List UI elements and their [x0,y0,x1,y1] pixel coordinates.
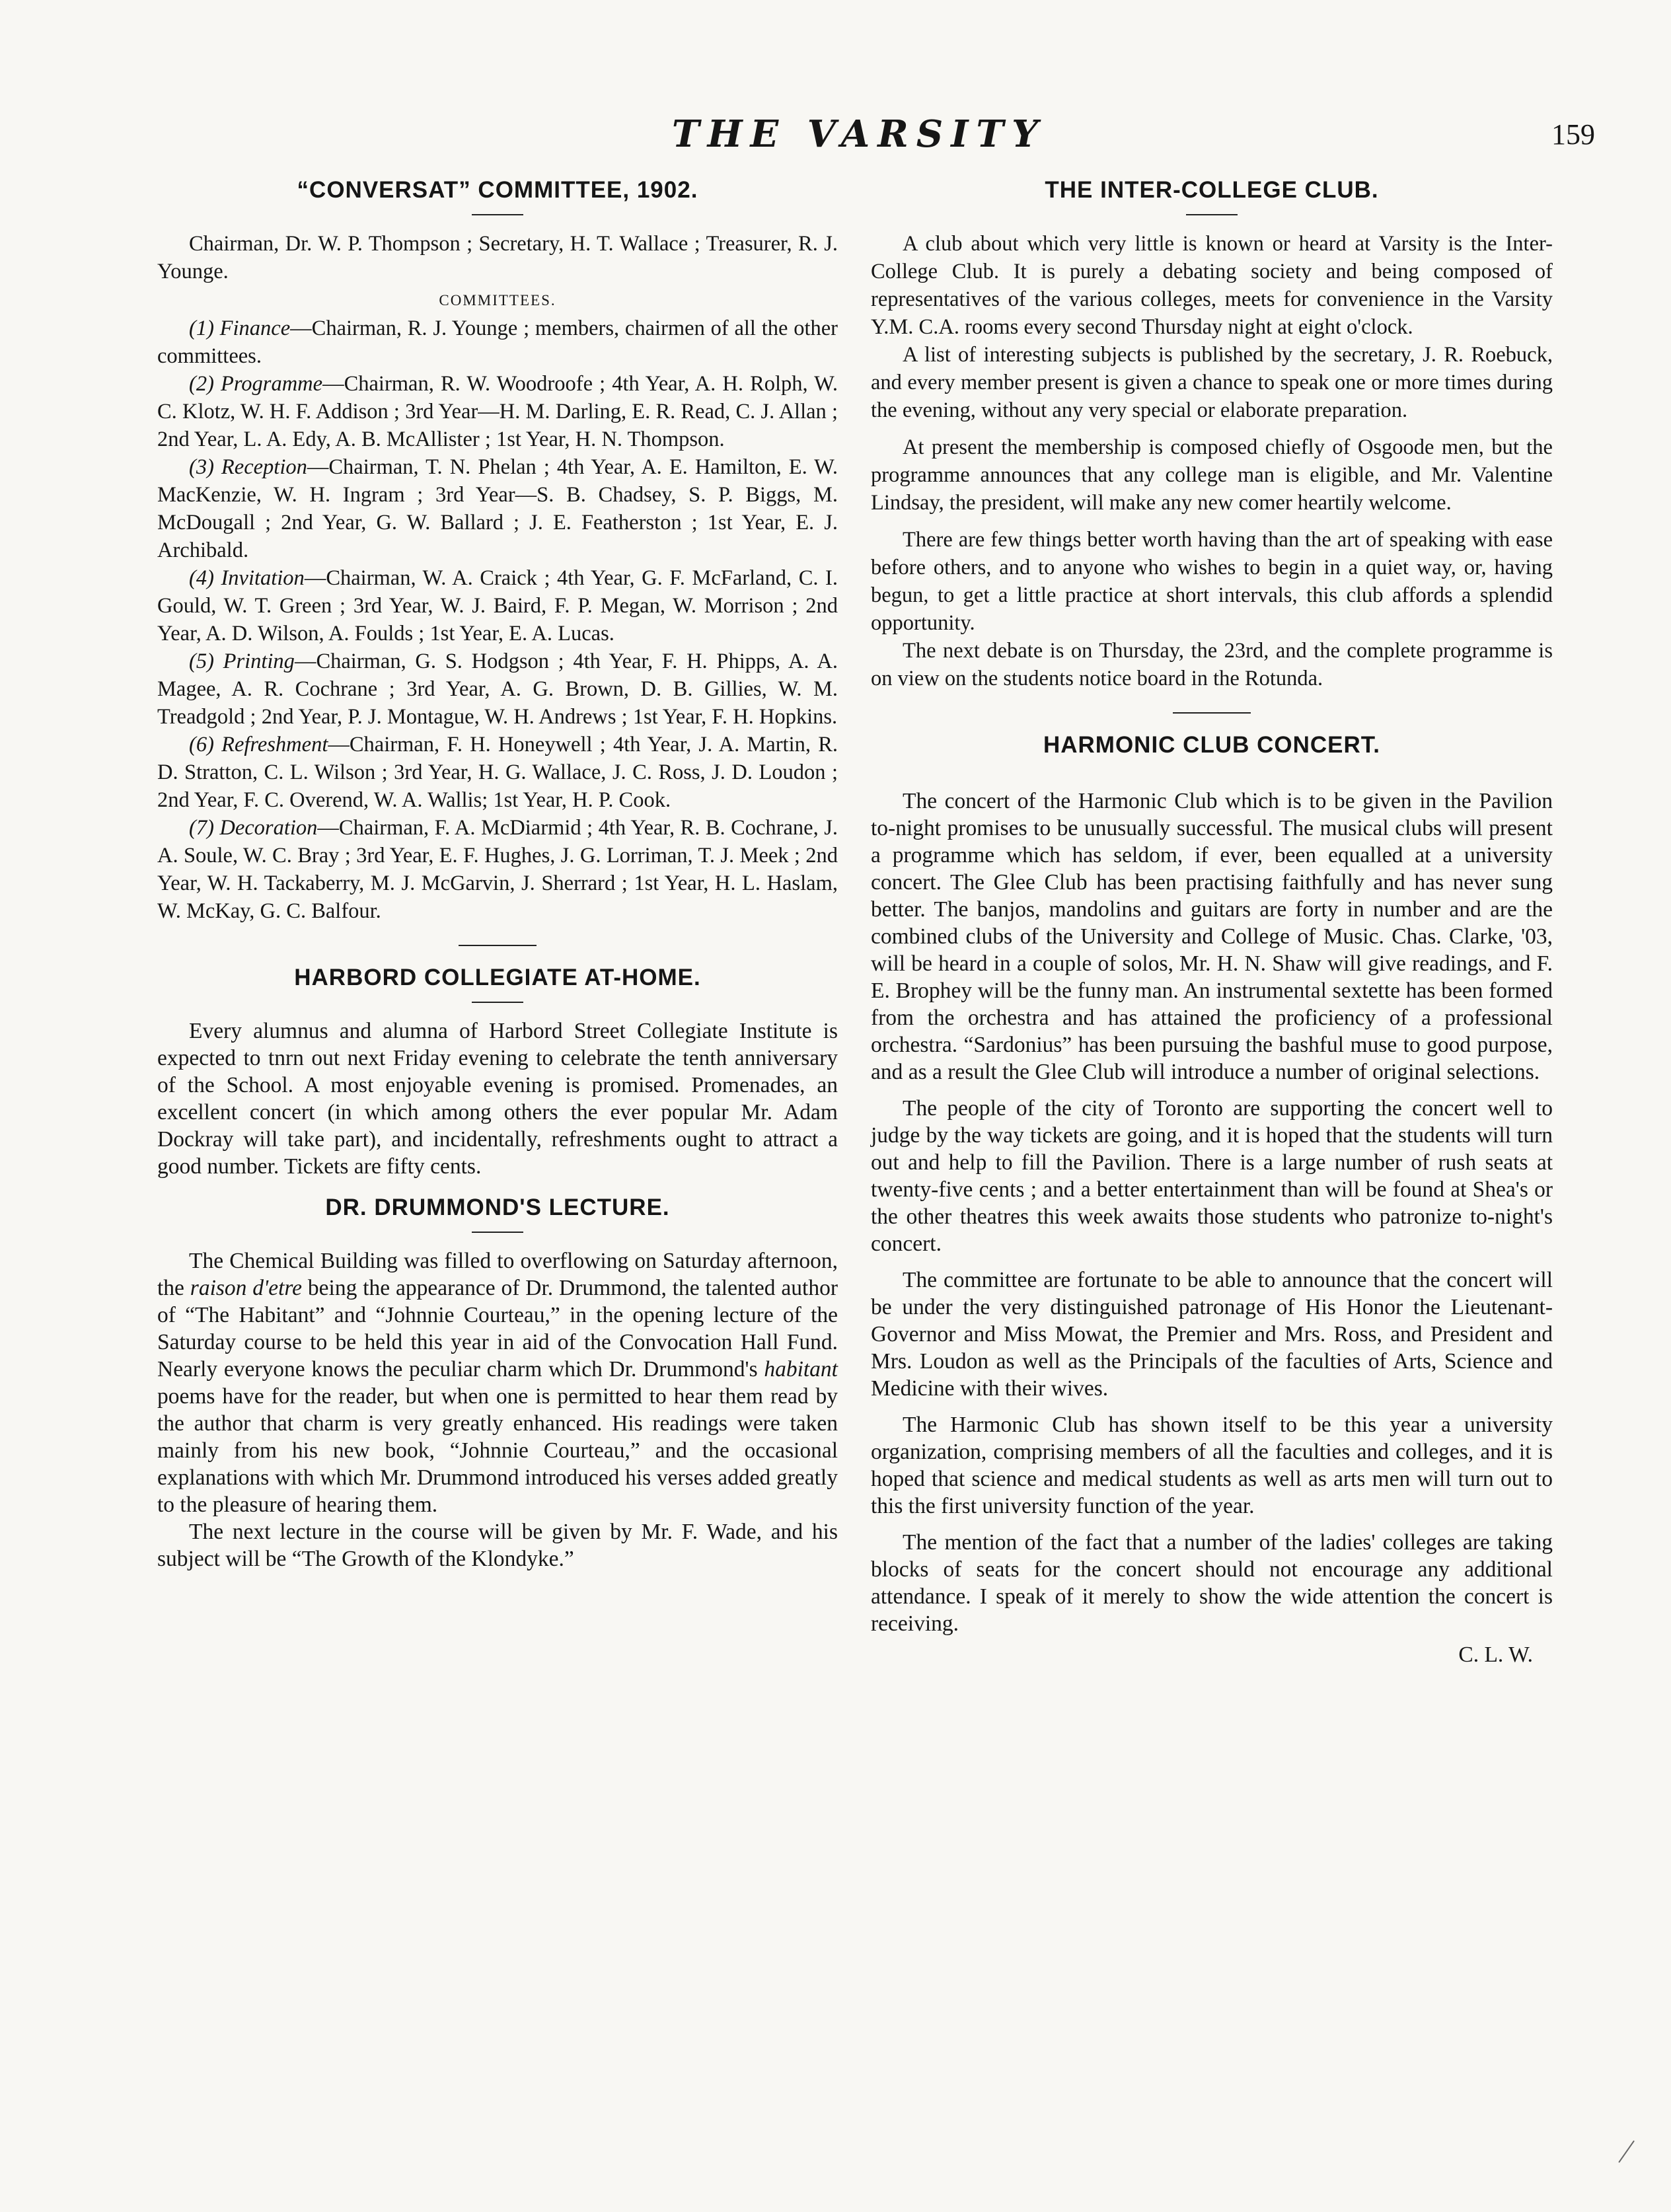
page-number: 159 [1551,118,1595,151]
harmonic-paragraph: The Harmonic Club has shown itself to be this year a university organization, comprising members of all the faculties and colleges, and it is hoped that science and medical students as well as arts men will turn out to this the first university function of the year. [871,1413,1553,1518]
committee-item [157,453,838,564]
committee-item [157,731,838,814]
committee-label: (4) Invitation [189,566,305,590]
intercollege-paragraph: The next debate is on Thursday, the 23rd, and the complete programme is on view on the students notice board in the Rotunda. [871,639,1553,690]
committee-text: —Chairman, F. A. McDiarmid ; 4th Year, R. B. Cochrane, J. A. Soule, W. C. Bray ; 3rd Year, E. F. Hughes, J. G. Lorriman, T. J. Meek ; 2nd Year, W. H. Tackaberry, M. J. McGarvin, J. Sherrard ; 1st Year, H. L. Haslam, W. McKay, G. C. Balfour. [157,816,838,923]
page-corner-mark [1618,2141,1656,2178]
signature: C. L. W. [1458,1642,1533,1667]
committee-item [157,814,838,925]
committee-label: (6) Refreshment [189,733,328,756]
committee-item [157,314,838,370]
committee-label: (1) Finance [189,316,291,340]
intercollege-paragraph: There are few things better worth having than the art of speaking with ease before others, and to anyone who wishes to begin in a quiet way, or, having begun, to get a little practice at short intervals, this club affords a splendid opportunity. [871,528,1553,635]
drummond-italic: raison d'etre [190,1276,303,1300]
committee-item [157,564,838,647]
drummond-paragraph: The next lecture in the course will be given by Mr. F. Wade, and his subject will be “The Growth of the Klondyke.” [157,1520,838,1571]
section-divider [1173,712,1251,714]
drummond-article [157,1195,838,1572]
harmonic-title: HARMONIC CLUB CONCERT. [1043,732,1381,758]
committee-text: —Chairman, R. J. Younge ; members, chairmen of all the other committees. [157,316,838,368]
intercollege-paragraph: At present the membership is composed chiefly of Osgoode men, but the programme announces that any college man is eligible, and Mr. Valentine Lindsay, the president, will make any new comer heartily welcome. [871,435,1553,515]
committee-item [157,370,838,453]
harbord-body: Every alumnus and alumna of Harbord Street Collegiate Institute is expected to tnrn out next Friday evening to celebrate the tenth anniversary of the School. A most enjoyable evening is promised. Promenades, an excellent concert (in which among others the ever popular Mr. Adam Dockray will take part), and incidentally, refreshments ought to attract a good number. Tickets are fifty cents. [157,1019,838,1179]
drummond-text: being the appearance of Dr. Drummond, the talented author of “The Habitant” and “Johnnie Courteau,” in the opening lecture of the Saturday course to be held this year in aid of the Convocation Hall Fund. Nearly everyone knows the peculiar charm which Dr. Drummond's [157,1276,838,1382]
harmonic-paragraph: The committee are fortunate to be able to announce that the concert will be under the very distinguished patronage of His Honor the Lieutenant-Governor and Miss Mowat, the Premier and Mrs. Ross, and President and Mrs. Loudon as well as the Principals of the faculties of Arts, Science and Medicine with their wives. [871,1268,1553,1401]
drummond-italic: habitant [764,1357,838,1382]
committees-subhead: COMMITTEES. [439,292,556,309]
drummond-paragraph [157,1247,838,1518]
harmonic-article [871,732,1553,1668]
intercollege-article [871,177,1553,692]
conversat-committee-article [157,177,838,925]
drummond-text: The Chemical Building was filled to overflowing on Saturday afternoon, the [157,1249,838,1300]
harbord-title: HARBORD COLLEGIATE AT-HOME. [294,965,701,990]
drummond-text: poems have for the reader, but when one is permitted to hear them read by the author that charm is very greatly enhanced. His readings were taken mainly from his new book, “Johnnie Courteau,” and the occasional explanations with which Mr. Drummond introduced his verses added greatly to the pleasure of hearing them. [157,1384,838,1517]
conversat-title: “CONVERSAT” COMMITTEE, 1902. [297,177,698,203]
committee-label: (3) Reception [189,455,307,479]
committee-text: —Chairman, W. A. Craick ; 4th Year, G. F. McFarland, C. I. Gould, W. T. Green ; 3rd Year, W. J. Baird, F. P. Megan, W. Morrison ; 2nd Year, A. D. Wilson, A. Foulds ; 1st Year, E. A. Lucas. [157,566,838,645]
committee-item [157,647,838,731]
masthead: THE VARSITY [671,112,1047,156]
section-divider [459,945,537,946]
committee-text: —Chairman, T. N. Phelan ; 4th Year, A. E. Hamilton, E. W. MacKenzie, W. H. Ingram ; 3rd Year—S. B. Chadsey, S. P. Biggs, M. McDougall ; 2nd Year, G. W. Ballard ; J. E. Featherston ; 1st Year, E. J. Archibald. [157,455,838,562]
committee-label: (7) Decoration [189,816,318,840]
committee-label: (5) Printing [189,649,295,673]
drummond-title: DR. DRUMMOND'S LECTURE. [325,1195,670,1220]
intercollege-paragraph: A club about which very little is known or heard at Varsity is the Inter-College Club. It is purely a debating society and being composed of representatives of the various colleges, meets for convenience in the Varsity Y.M. C.A. rooms every second Thursday night at eight o'clock. [871,232,1553,339]
intercollege-title: THE INTER-COLLEGE CLUB. [1045,177,1379,203]
committee-text: —Chairman, F. H. Honeywell ; 4th Year, J. A. Martin, R. D. Stratton, C. L. Wilson ; 3rd Year, H. G. Wallace, J. C. Ross, J. D. Loudon ; 2nd Year, F. C. Overend, W. A. Wallis; 1st Year, H. P. Cook. [157,733,838,812]
harmonic-paragraph: The people of the city of Toronto are supporting the concert well to judge by the way tickets are going, and it is hoped that the students will turn out and help to fill the Pavilion. There is a large number of rush seats at twenty-five cents ; and a better entertainment than will be found at Shea's or the other theatres this week awaits those students who patronize to-night's concert. [871,1096,1553,1256]
harbord-article [157,965,838,1180]
right-column [871,177,1553,1668]
left-column [157,177,838,1572]
harmonic-paragraph: The mention of the fact that a number of the ladies' colleges are taking blocks of seats for the concert should not encourage any additional attendance. I speak of it merely to show the wide attention the concert is receiving. [871,1530,1553,1636]
committee-label: (2) Programme [189,372,323,396]
conversat-officers: Chairman, Dr. W. P. Thompson ; Secretary, H. T. Wallace ; Treasurer, R. J. Younge. [157,232,838,283]
harmonic-paragraph: The concert of the Harmonic Club which is to be given in the Pavilion to-night promises to be unusually successful. The musical clubs will present a programme which has seldom, if ever, been equalled at a university concert. The Glee Club has been practising faithfully and has never sung better. The banjos, mandolins and guitars are forty in number and are the combined clubs of the University and College of Music. Chas. Clarke, '03, will be heard in a couple of solos, Mr. H. N. Shaw will give readings, and F. E. Brophey will be the funny man. An instrumental sextette has been formed from the orchestra and has attained the proficiency of a professional orchestra. “Sardonius” has been pursuing the bashful muse to good purpose, and as a result the Glee Club will introduce a number of original selections. [871,789,1553,1084]
committee-text: —Chairman, G. S. Hodgson ; 4th Year, F. H. Phipps, A. A. Magee, A. R. Cochrane ; 3rd Year, A. G. Brown, D. B. Gillies, W. M. Treadgold ; 2nd Year, P. J. Montague, W. H. Andrews ; 1st Year, F. H. Hopkins. [157,649,838,729]
intercollege-paragraph: A list of interesting subjects is published by the secretary, J. R. Roebuck, and every member present is given a chance to speak one or more times during the evening, without any very special or elaborate preparation. [871,343,1553,422]
committee-text: —Chairman, R. W. Woodroofe ; 4th Year, A. H. Rolph, W. C. Klotz, W. H. F. Addison ; 3rd Year—H. M. Darling, E. R. Read, C. J. Allan ; 2nd Year, L. A. Edy, A. B. McAllister ; 1st Year, H. N. Thompson. [157,372,838,451]
